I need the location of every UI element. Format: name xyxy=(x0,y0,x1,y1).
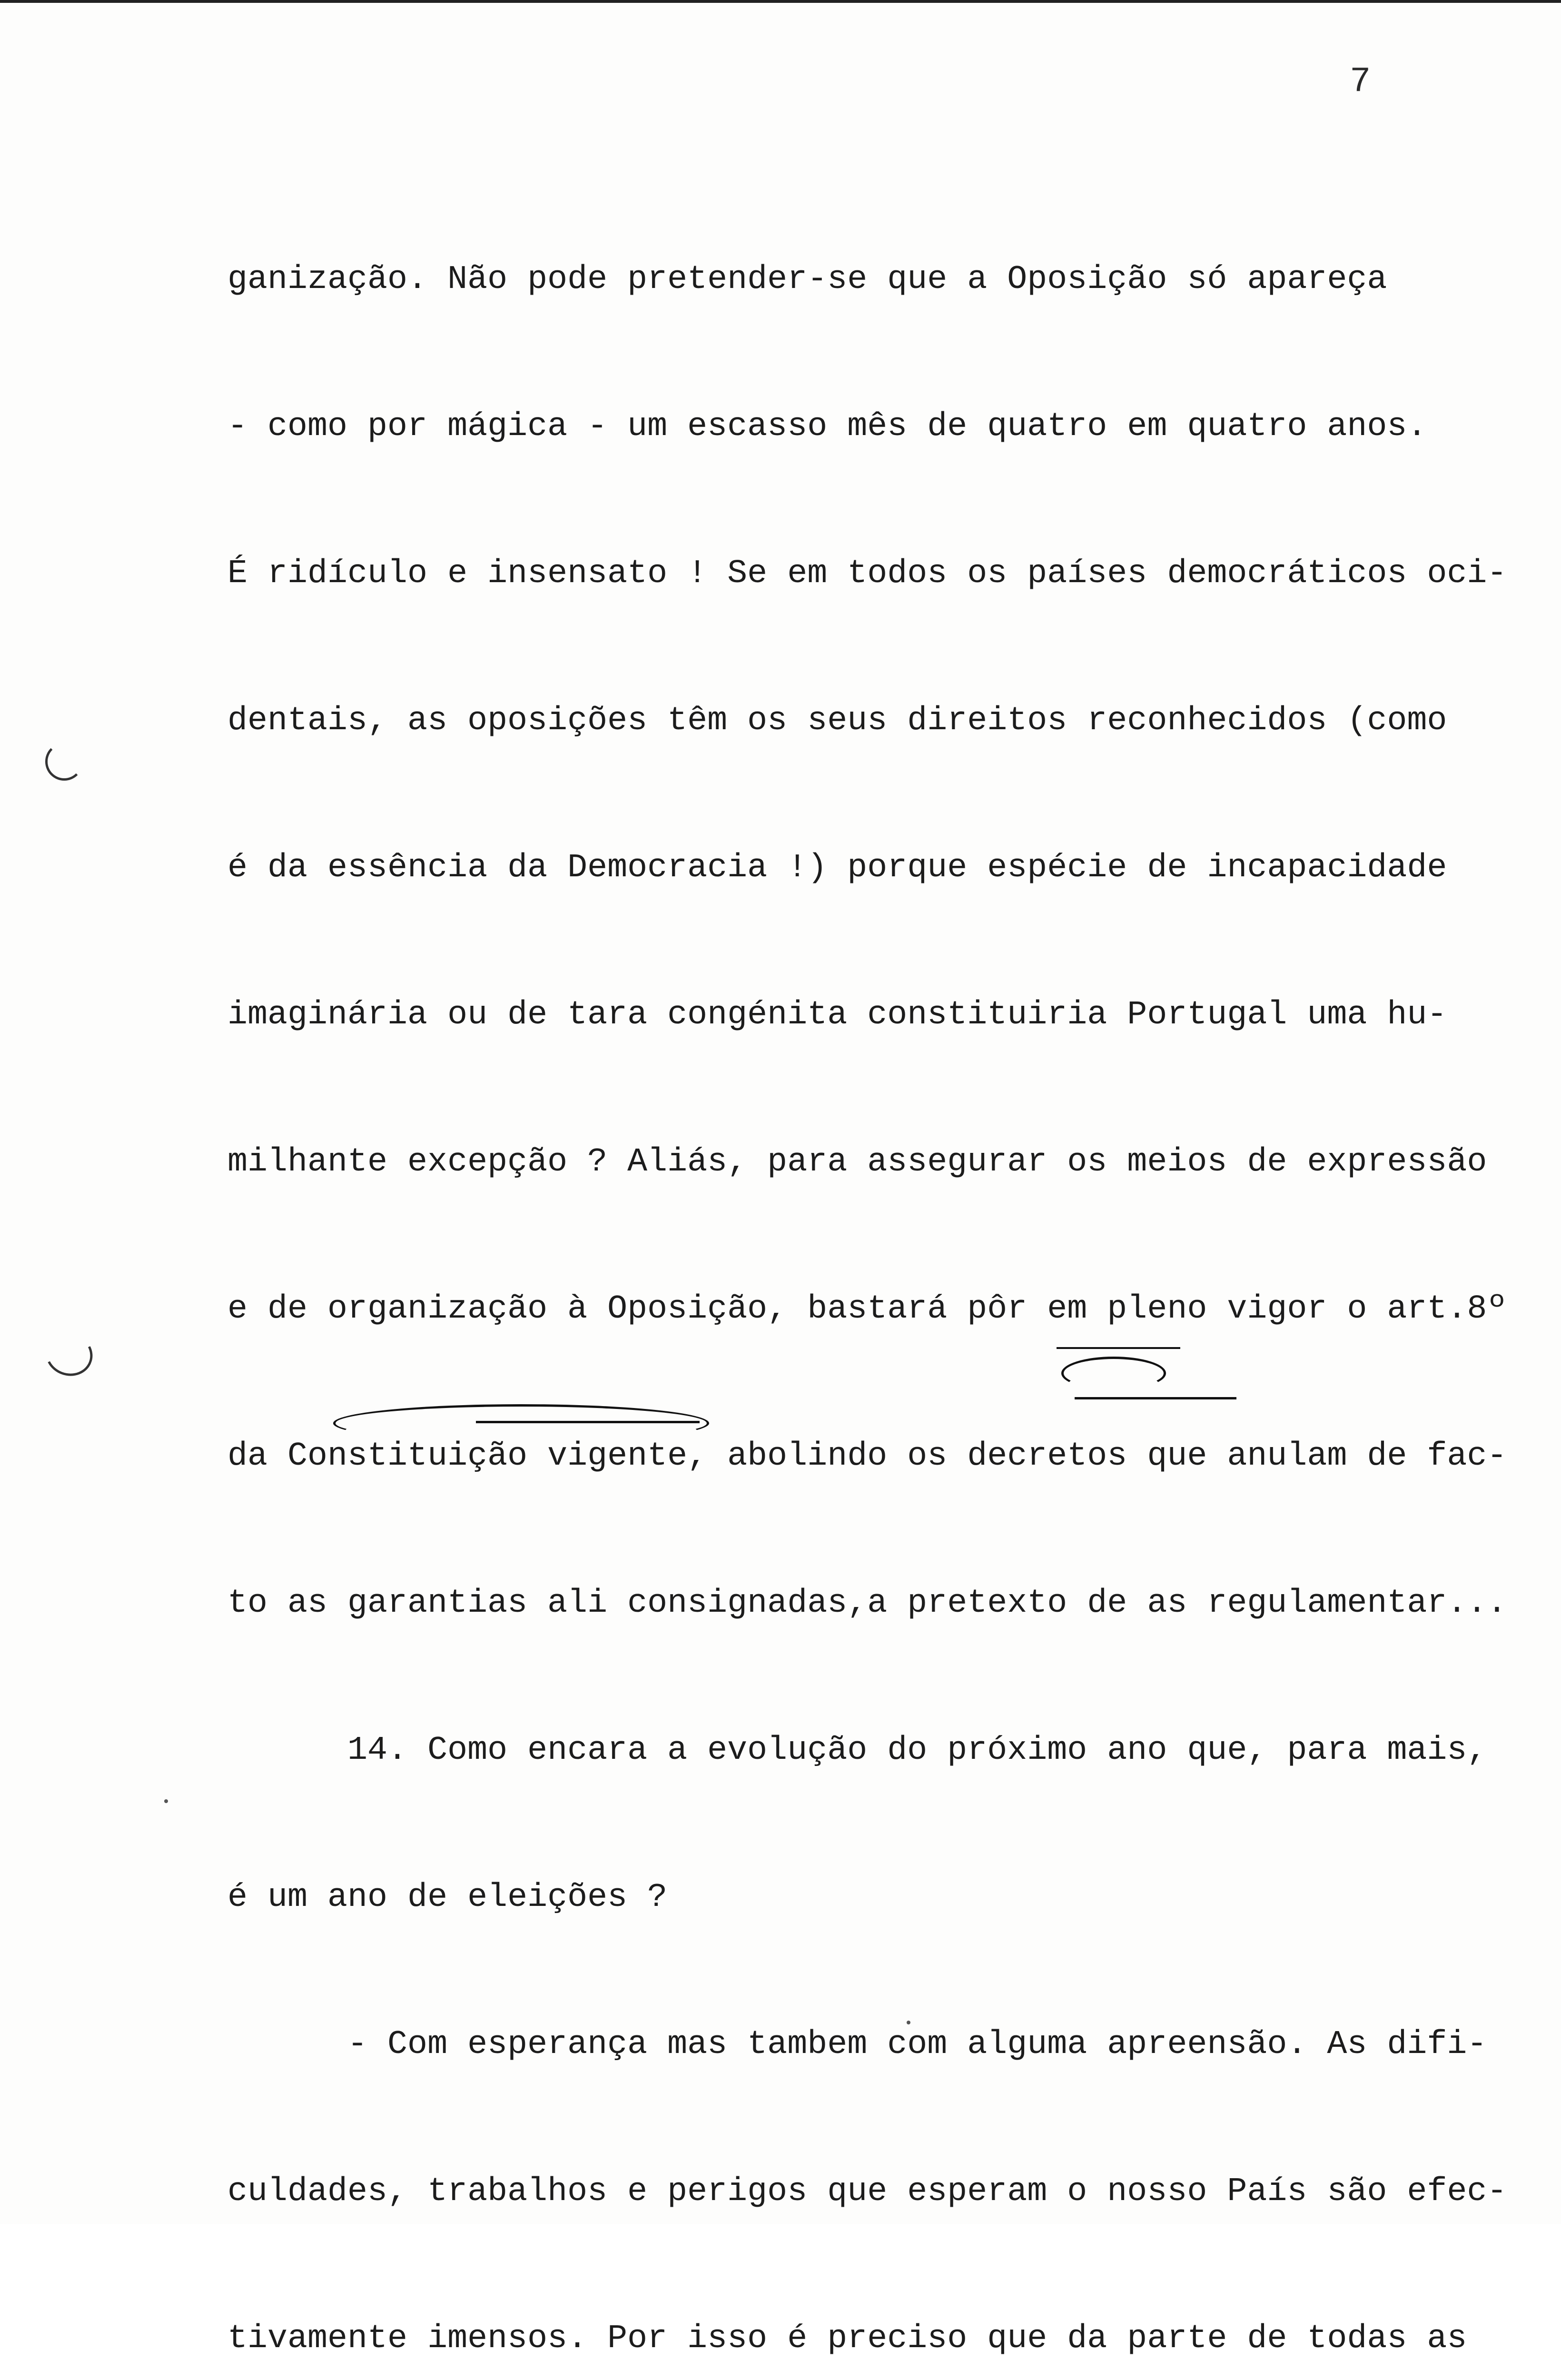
text-line: milhante excepção ? Aliás, para assegurar os meios de expressão xyxy=(227,1143,1487,1181)
punch-hole-mark xyxy=(40,1326,99,1383)
text-line: - como por mágica - um escasso mês de quatro em quatro anos. xyxy=(227,408,1427,446)
text-line: culdades, trabalhos e perigos que esperam o nosso País são efec- xyxy=(227,2173,1507,2211)
text-line: to as garantias ali consignadas,a pretexto de as regulamentar... xyxy=(227,1585,1507,1622)
handwritten-underline xyxy=(1057,1347,1180,1349)
handwritten-strikethrough xyxy=(1075,1397,1236,1399)
text-line: 14. Como encara a evolução do próximo ano que, para mais, xyxy=(227,1732,1487,1769)
paper-speck xyxy=(907,2021,910,2024)
text-line: É ridículo e insensato ! Se em todos os países democráticos oci- xyxy=(227,555,1507,593)
text-line: dentais, as oposições têm os seus direitos reconhecidos (como xyxy=(227,702,1447,740)
text-line: da Constituição vigente, abolindo os decretos que anulam de fac- xyxy=(227,1438,1507,1475)
text-line: é da essência da Democracia !) porque espécie de incapacidade xyxy=(227,849,1447,887)
text-line: imaginária ou de tara congénita constituiria Portugal uma hu- xyxy=(227,996,1447,1034)
text-line: é um ano de eleições ? xyxy=(227,1879,668,1916)
handwritten-insertion-mark xyxy=(333,1404,709,1442)
text-line: tivamente imensos. Por isso é preciso que da parte de todas as xyxy=(227,2320,1467,2358)
handwritten-insertion-mark xyxy=(1061,1357,1166,1390)
typed-body-text xyxy=(227,157,1541,2380)
text-line: e de organização à Oposição, bastará pôr em pleno vigor o art.8º xyxy=(227,1290,1507,1328)
page-top-edge xyxy=(0,0,1561,3)
handwritten-underline xyxy=(476,1421,700,1423)
page-number: 7 xyxy=(1350,62,1371,102)
punch-hole-mark xyxy=(45,743,83,781)
paper-speck xyxy=(164,1799,168,1803)
text-line: - Com esperança mas tambem com alguma apreensão. As difi- xyxy=(227,2026,1487,2063)
text-line: ganização. Não pode pretender-se que a Oposição só apareça xyxy=(227,261,1387,298)
